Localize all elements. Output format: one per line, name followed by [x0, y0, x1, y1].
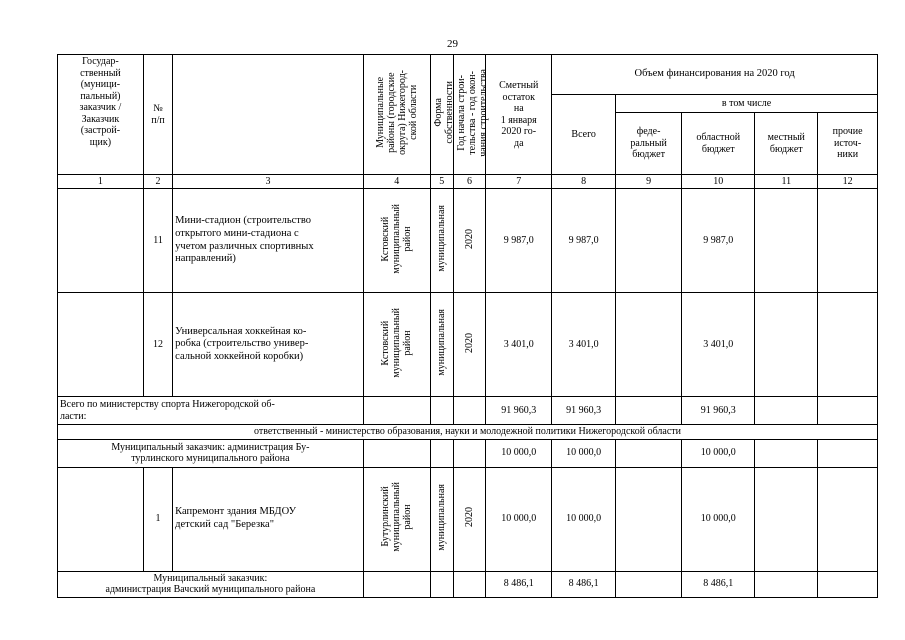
column-numbers-row: 1 2 3 4 5 6 7 8 9 10 11 12 [58, 175, 878, 189]
header-total: Всего [552, 95, 616, 175]
table-row: 1 Капремонт здания МБДОУ детский сад "Березка" Бутурлинский муниципальный район муниципальная 2020 10 000,0 10 000,0 10 000,0 [58, 467, 878, 571]
district: Бутурлинский муниципальный район [363, 467, 430, 571]
ownership: муниципальная [430, 467, 453, 571]
header-federal: феде- ральный бюджет [616, 113, 682, 175]
table-row: 11 Мини-стадион (строительство открытого мини-стадиона с учетом различных спортивных направлений) Кстовский муниципальный район муниципальная 2020 9 987,0 9 987,0 9 987,0 [58, 189, 878, 293]
district: Кстовский муниципальный район [363, 189, 430, 293]
year: 2020 [453, 293, 485, 397]
header-other: прочие источ- ники [818, 113, 878, 175]
header-districts: Муниципальные районы (городские округа) Нижегород- ской области [363, 55, 430, 175]
header-including: в том числе [616, 95, 878, 113]
header-local: местный бюджет [755, 113, 818, 175]
header-ownership: Форма собственности [430, 55, 453, 175]
header-funding-title: Объем финансирования на 2020 год [552, 55, 878, 95]
object-name: Капремонт здания МБДОУ детский сад "Березка" [173, 467, 364, 571]
table-row: 12 Универсальная хоккейная ко- робка (строительство универ- сальной хоккейной коробки) Кстовский муниципальный район муниципальная 2020 3 401,0 3 401,0 3 401,0 [58, 293, 878, 397]
ministry-row [58, 425, 878, 440]
header-customer: Государ- ственный (муници- пальный) заказчик / Заказчик (застрой- щик) [58, 55, 144, 175]
header-object-name [173, 55, 364, 175]
municipal-customer-row: Муниципальный заказчик: администрация Бу- турлинского муниципального района 10 000,0 10 000,0 10 000,0 [58, 439, 878, 467]
sport-ministry-total-row: Всего по министерству спорта Нижегородской об- ласти: 91 960,3 91 960,3 91 960,3 [58, 397, 878, 425]
ministry-label: ответственный - министерство образования, науки и молодежной политики Нижегородской области [58, 425, 878, 440]
object-name: Мини-стадион (строительство открытого мини-стадиона с учетом различных спортивных направлений) [173, 189, 364, 293]
header-balance: Сметный остаток на 1 января 2020 го- да [486, 55, 552, 175]
header-regional: областной бюджет [682, 113, 755, 175]
header-number: № п/п [143, 55, 172, 175]
financing-table [57, 54, 878, 598]
ownership: муниципальная [430, 293, 453, 397]
district: Кстовский муниципальный район [363, 293, 430, 397]
year: 2020 [453, 467, 485, 571]
object-name: Универсальная хоккейная ко- робка (строительство универ- сальной хоккейной коробки) [173, 293, 364, 397]
municipal-customer-row: Муниципальный заказчик: администрация Вачский муниципального района 8 486,1 8 486,1 8 486,1 [58, 571, 878, 597]
page-number: 29 [447, 38, 458, 50]
ownership: муниципальная [430, 189, 453, 293]
year: 2020 [453, 189, 485, 293]
header-years: Год начала строи- тельства - год окон- чания строительства [453, 55, 485, 175]
